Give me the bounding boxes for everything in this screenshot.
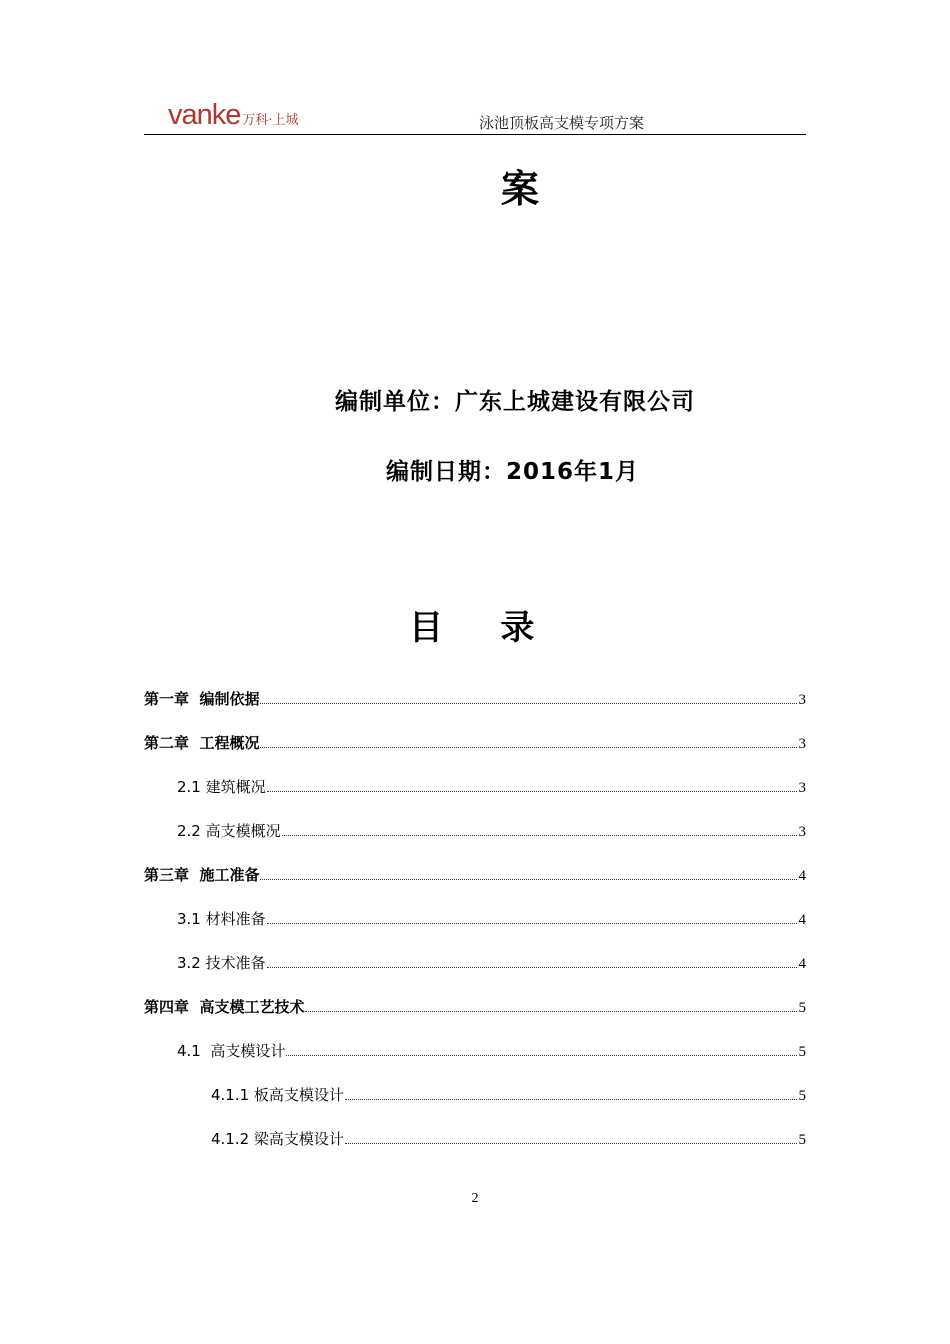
toc-entry-label: 4.1.2 梁高支模设计 <box>211 1130 344 1148</box>
toc-entry-label: 3.2 技术准备 <box>177 954 266 972</box>
toc-entry-label: 2.1 建筑概况 <box>177 778 266 796</box>
toc-entry-3-1[interactable] <box>177 908 806 930</box>
page-header <box>144 98 806 135</box>
toc-entry-chapter-1[interactable] <box>144 688 806 710</box>
page-number: 2 <box>471 1191 479 1206</box>
toc-leader-dots <box>267 922 797 924</box>
toc-entry-4-1-1[interactable] <box>211 1084 806 1106</box>
toc-entry-page: 5 <box>798 1000 806 1016</box>
toc-leader-dots <box>345 1142 797 1144</box>
header-document-title: 泳池顶板高支模专项方案 <box>479 114 645 132</box>
toc-entry-page: 5 <box>798 1088 806 1104</box>
toc-entry-chapter-4[interactable] <box>144 996 806 1018</box>
toc-leader-dots <box>282 834 797 836</box>
toc-entry-4-1-2[interactable] <box>211 1128 806 1150</box>
cover-title-fragment: 案 <box>501 167 540 211</box>
compiling-unit: 编制单位：广东上城建设有限公司 <box>335 389 695 415</box>
toc-entry-chapter-2[interactable] <box>144 732 806 754</box>
toc-entry-4-1[interactable] <box>177 1040 806 1062</box>
toc-entry-page: 5 <box>798 1132 806 1148</box>
toc-entry-3-2[interactable] <box>177 952 806 974</box>
compiling-date: 编制日期：2016年1月 <box>386 459 640 485</box>
toc-leader-dots <box>345 1098 797 1100</box>
toc-entry-label: 4.1.1 板高支模设计 <box>211 1086 344 1104</box>
toc-entry-chapter-3[interactable] <box>144 864 806 886</box>
logo-chinese-text: 万科·上城 <box>242 113 299 128</box>
toc-entry-page: 3 <box>798 780 806 796</box>
toc-entry-label: 2.2 高支模概况 <box>177 822 281 840</box>
toc-leader-dots <box>286 1054 796 1056</box>
toc-entry-page: 4 <box>798 912 806 928</box>
toc-heading: 目 录 <box>409 608 537 648</box>
vanke-logo <box>168 100 299 130</box>
toc-entry-label: 第三章 施工准备 <box>144 866 260 884</box>
toc-leader-dots <box>267 790 797 792</box>
toc-entry-label: 3.1 材料准备 <box>177 910 266 928</box>
toc-entry-page: 4 <box>798 868 806 884</box>
toc-leader-dots <box>305 1010 796 1012</box>
toc-leader-dots <box>260 746 796 748</box>
toc-entry-page: 3 <box>798 736 806 752</box>
toc-entry-label: 第一章 编制依据 <box>144 690 260 708</box>
toc-entry-label: 第四章 高支模工艺技术 <box>144 998 305 1016</box>
toc-entry-page: 3 <box>798 824 806 840</box>
toc-leader-dots <box>260 878 796 880</box>
toc-leader-dots <box>267 966 797 968</box>
logo-wordmark: vanke <box>168 99 241 131</box>
toc-entry-page: 3 <box>798 692 806 708</box>
toc-entry-page: 5 <box>798 1044 806 1060</box>
toc-entry-2-1[interactable] <box>177 776 806 798</box>
toc-entry-label: 第二章 工程概况 <box>144 734 260 752</box>
toc-entry-2-2[interactable] <box>177 820 806 842</box>
toc-entry-page: 4 <box>798 956 806 972</box>
toc-entry-label: 4.1 高支模设计 <box>177 1042 286 1060</box>
toc-leader-dots <box>260 702 796 704</box>
